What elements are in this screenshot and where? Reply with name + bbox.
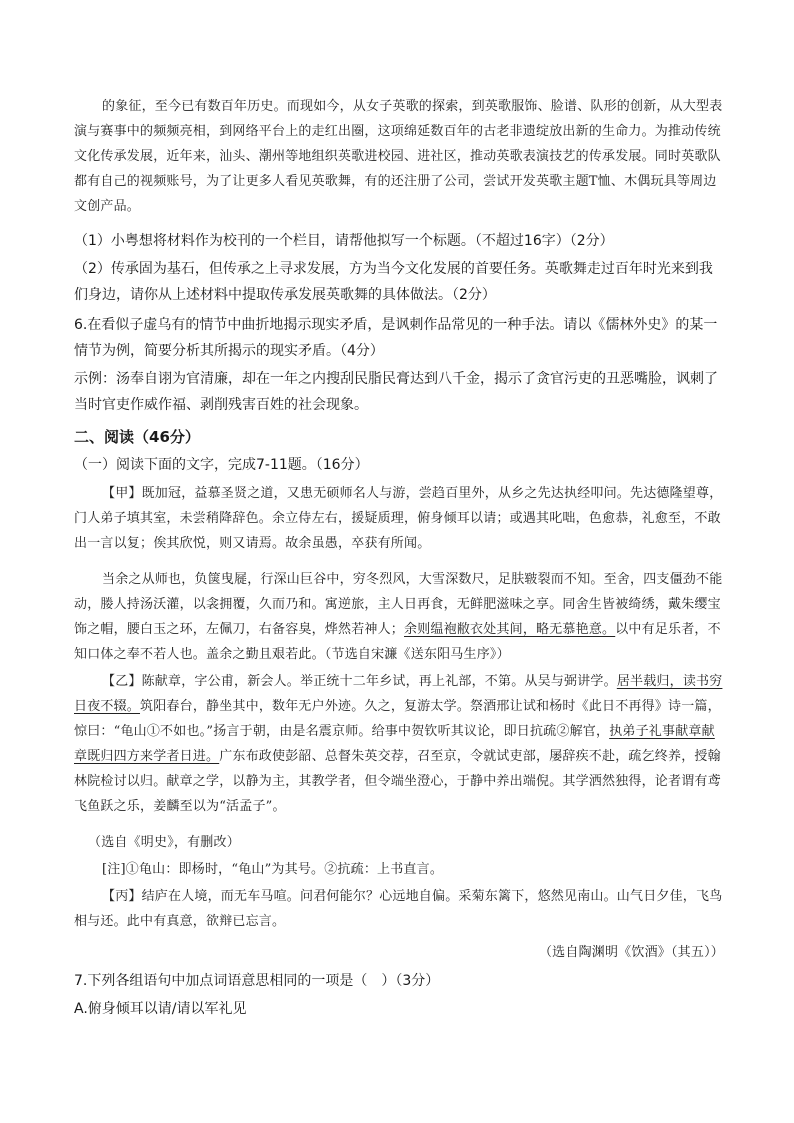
passage-jia-paragraph-1: 【甲】既加冠，益慕圣贤之道，又患无硕师名人与游，尝趋百里外，从乡之先达执经叩问。先达德隆望尊，门人弟子填其室，未尝稍降辞色。余立侍左右，援疑质理，俯身倾耳以请；或遇其叱咄，色愈恭，礼愈至，不敢出一言以复；俟其欣悦，则又请焉。故余虽愚，卒获有所闻。: [74, 486, 723, 551]
section-heading: 二、阅读（46分）: [74, 428, 200, 446]
passage-jia-paragraph-2: 当余之从师也，负箧曳屣，行深山巨谷中，穷冬烈风，大雪深数尺，足肤皲裂而不知。至舍，四支僵劲不能动，媵人持汤沃灌，以衾拥覆，久而乃和。寓逆旅，主人日再食，无鲜肥滋味之享。同舍生皆被绮绣，戴朱缨宝饰之帽，腰白玉之环，左佩刀，右备容臭，烨然若神人；余则缊袍敝衣处其间，略无慕艳意。以中有足乐者，不知口体之奉不若人也。盖余之勤且艰若此。（节选自宋濂《送东阳马生序》）: [74, 572, 723, 662]
question-6-example: 示例：汤奉自诩为官清廉，却在一年之内搜刮民脂民膏达到八千金，揭示了贪官污吏的丑恶嘴脸，讽刺了当时官吏作威作福、剥削残害百姓的社会现象。: [74, 371, 718, 413]
question-5-part-2: （2）传承固为基石，但传承之上寻求发展，方为当今文化发展的首要任务。英歌舞走过百年时光来到我们身边，请你从上述材料中提取传承发展英歌舞的具体做法。（2分）: [74, 261, 713, 303]
question-7-option-a: A.俯身倾耳以请/请以军礼见: [74, 1001, 247, 1017]
passage-yi: 【乙】陈献章，字公甫，新会人。举正统十二年乡试，再上礼部，不第。从吴与弼讲学。居半载归，读书穷日夜不辍。筑阳春台，静坐其中，数年无户外迹。久之，复游太学。祭酒邢让试和杨时《此日不再得》诗一篇，惊曰：“龟山①不如也。”扬言于朝，由是名震京师。给事中贺钦听其议论，即日抗疏②解官，执弟子礼事献章献章既归四方来学者日进。广东布政使彭韶、总督朱英交荐，召至京，令就试吏部，屡辞疾不赴，疏乞终养，授翰林院检讨以归。献章之学，以静为主，其教学者，但令端坐澄心，于静中养出端倪。其学洒然独得，论者谓有鸢飞鱼跃之乐，姜麟至以为“活孟子”。: [74, 674, 723, 814]
passage-bing: 【丙】结庐在人境，而无车马喧。问君何能尔？心远地自偏。采菊东篱下，悠然见南山。山气日夕佳，飞鸟相与还。此中有真意，欲辩已忘言。: [74, 889, 723, 929]
underlined-sentence: 执弟子礼事献章献章既归四方来学者日进。: [74, 724, 715, 764]
passage-bing-source: （选自陶渊明《饮酒》（其五））: [538, 945, 724, 960]
passage-yi-note: [注]①龟山：即杨时，“龟山”为其号。②抗疏：上书直言。: [102, 862, 444, 877]
question-7: 7.下列各组语句中加点词语意思相同的一项是（ ）（3分）: [74, 973, 440, 989]
underlined-sentence: 居半载归，读书穷日夜不辍。: [74, 674, 723, 714]
material-paragraph: 的象征，至今已有数百年历史。而现如今，从女子英歌的探索，到英歌服饰、脸谱、队形的创新，从大型表演与赛事中的频频亮相，到网络平台上的走红出圈，这项绵延数百年的古老非遗绽放出新的生命力。为推动传统文化传承发展，近年来，汕头、潮州等地组织英歌进校园、进社区，推动英歌表演技艺的传承发展。同时英歌队都有自己的视频账号，为了让更多人看见英歌舞，有的还注册了公司，尝试开发英歌主题T恤、木偶玩具等周边文创产品。: [74, 99, 723, 214]
reading-part-1-instruction: （一）阅读下面的文字，完成7-11题。（16分）: [74, 457, 369, 473]
passage-yi-source: （选自《明史》，有删改）: [88, 835, 240, 850]
underlined-sentence: 余则缊袍敝衣处其间，略无慕艳意。: [404, 622, 616, 637]
question-6: 6.在看似子虚乌有的情节中曲折地揭示现实矛盾，是讽刺作品常见的一种手法。请以《儒林外史》的某一情节为例，简要分析其所揭示的现实矛盾。（4分）: [74, 317, 718, 359]
question-5-part-1: （1）小粤想将材料作为校刊的一个栏目，请帮他拟写一个标题。（不超过16字）（2分）: [74, 233, 614, 249]
